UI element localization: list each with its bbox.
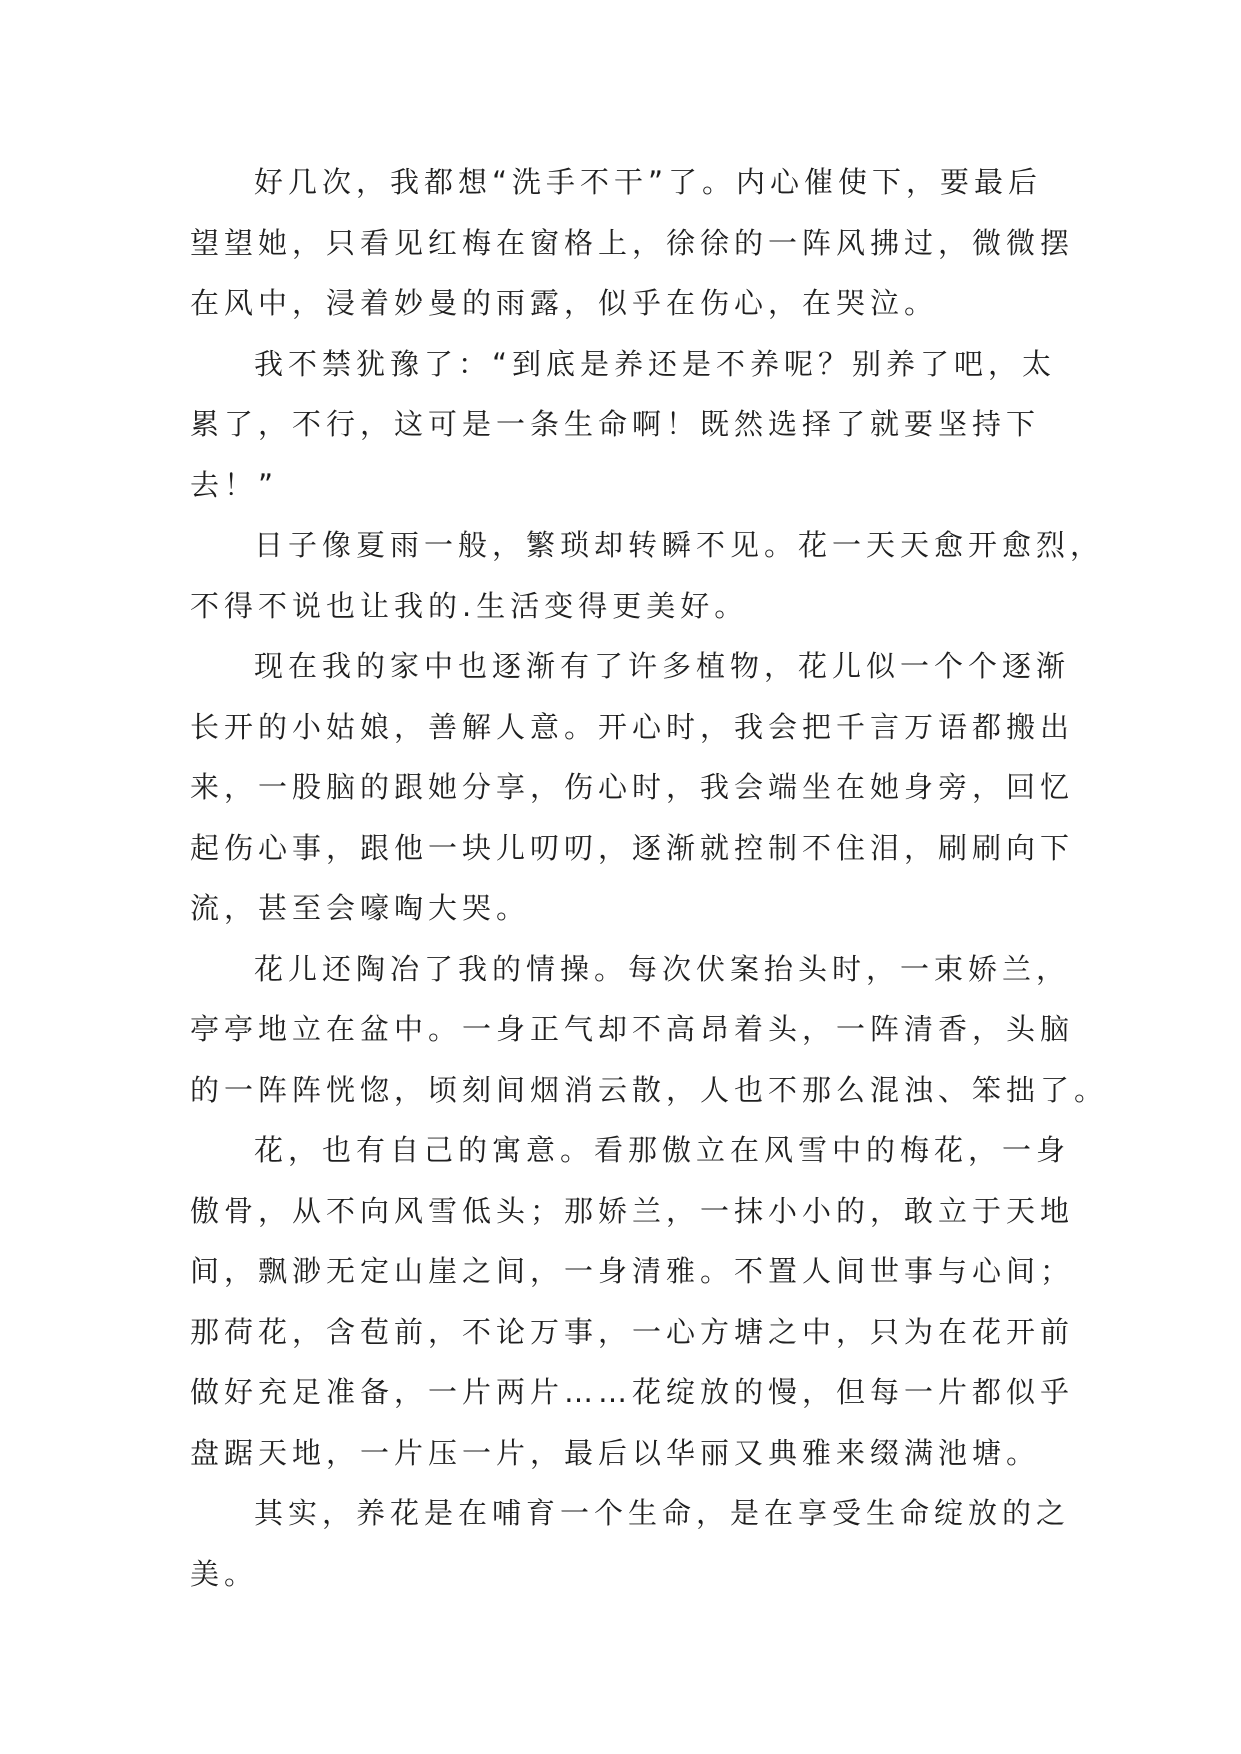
text-line: 好几次，我都想“洗手不干”了。内心催使下，要最后 bbox=[254, 165, 1043, 199]
text-line: 美。 bbox=[190, 1556, 259, 1591]
text-line: 长开的小姑娘，善解人意。开心时，我会把千言万语都搬出 bbox=[190, 709, 1075, 744]
text-line: 盘踞天地，一片压一片，最后以华丽又典雅来缀满池塘。 bbox=[190, 1435, 1041, 1470]
paragraph-2 bbox=[190, 334, 1070, 516]
text-line: 现在我的家中也逐渐有了许多植物，花儿似一个个逐渐 bbox=[254, 649, 1071, 683]
text-line: 流，甚至会嚎啕大哭。 bbox=[190, 891, 531, 925]
text-line: 在风中，浸着妙曼的雨露，似乎在伤心，在哭泣。 bbox=[190, 286, 939, 320]
text-line: 傲骨，从不向风雪低头；那娇兰，一抹小小的，敢立于天地 bbox=[190, 1193, 1075, 1228]
paragraph-4 bbox=[190, 636, 1075, 939]
text-line: 我不禁犹豫了：“到底是养还是不养呢？别养了吧，太 bbox=[254, 346, 1057, 381]
text-line: 的一阵阵恍惚，顷刻间烟消云散，人也不那么混浊、笨拙了。 bbox=[190, 1072, 1109, 1107]
paragraph-7 bbox=[190, 1483, 1070, 1604]
text-line: 不得不说也让我的.生活变得更美好。 bbox=[190, 588, 749, 623]
text-line: 花儿还陶冶了我的情操。每次伏案抬头时，一束娇兰， bbox=[254, 951, 1071, 986]
text-line: 去！” bbox=[190, 467, 279, 502]
text-line: 累了，不行，这可是一条生命啊！既然选择了就要坚持下 bbox=[190, 407, 1041, 441]
paragraph-5 bbox=[190, 939, 1109, 1121]
text-line: 花，也有自己的寓意。看那傲立在风雪中的梅花，一身 bbox=[254, 1133, 1071, 1167]
essay-body bbox=[190, 152, 1109, 1604]
text-line: 望望她，只看见红梅在窗格上，徐徐的一阵风拂过，微微摆 bbox=[190, 225, 1075, 260]
text-line: 亭亭地立在盆中。一身正气却不高昂着头，一阵清香，头脑 bbox=[190, 1012, 1075, 1046]
paragraph-1 bbox=[190, 152, 1075, 334]
text-line: 那荷花，含苞前，不论万事，一心方塘之中，只为在花开前 bbox=[190, 1314, 1075, 1349]
paragraph-3 bbox=[190, 515, 1105, 636]
text-line: 做好充足准备，一片两片……花绽放的慢，但每一片都似乎 bbox=[190, 1375, 1075, 1409]
text-line: 日子像夏雨一般，繁琐却转瞬不见。花一天天愈开愈烈， bbox=[254, 528, 1105, 562]
text-line: 来，一股脑的跟她分享，伤心时，我会端坐在她身旁，回忆 bbox=[190, 770, 1075, 804]
text-line: 起伤心事，跟他一块儿叨叨，逐渐就控制不住泪，刷刷向下 bbox=[190, 830, 1075, 865]
paragraph-6 bbox=[190, 1120, 1075, 1483]
text-line: 其实，养花是在哺育一个生命，是在享受生命绽放的之 bbox=[254, 1496, 1071, 1530]
text-line: 间，飘渺无定山崖之间，一身清雅。不置人间世事与心间； bbox=[190, 1254, 1075, 1288]
